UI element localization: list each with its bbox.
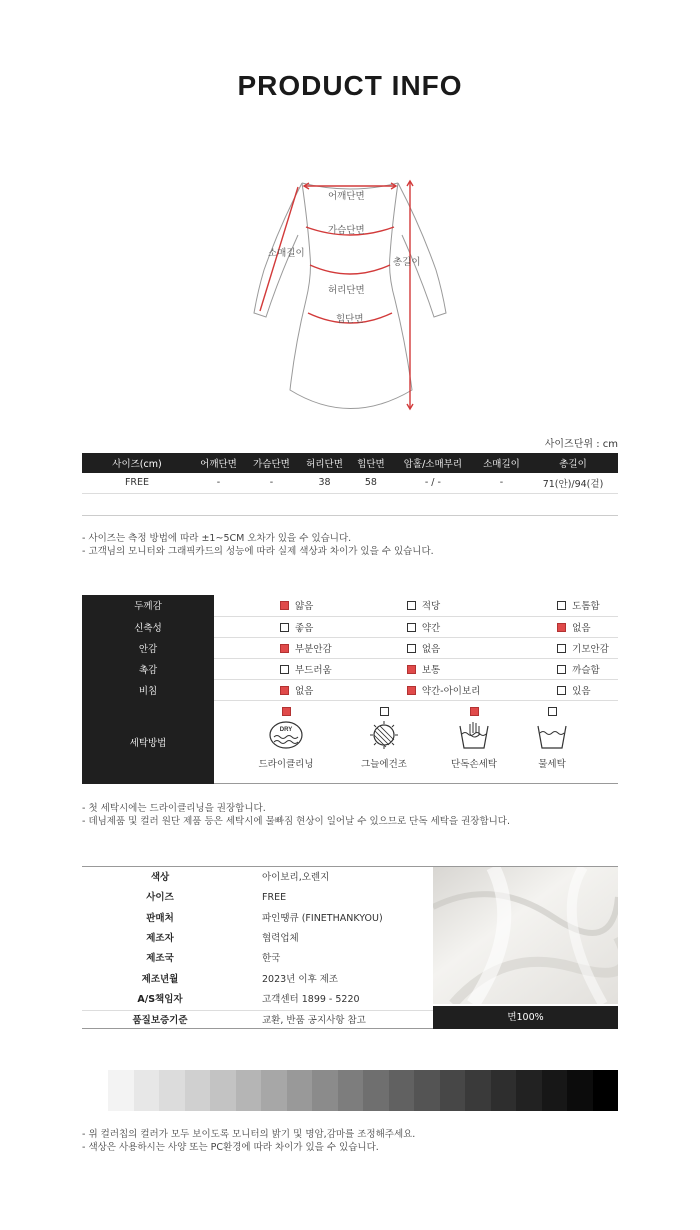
wash-label: 드라이클리닝 bbox=[258, 758, 314, 770]
characteristic-option bbox=[214, 616, 341, 637]
color-chip bbox=[516, 1070, 542, 1111]
note-line: - 위 컬러칩의 컬러가 모두 보이도록 모니터의 밝기 및 명암,감마를 조정해주세요. bbox=[82, 1129, 416, 1140]
wash-item-dry bbox=[246, 707, 326, 770]
option-label: 좋음 bbox=[295, 622, 314, 634]
info-row bbox=[82, 949, 433, 969]
fabric-composition: 면100% bbox=[433, 1006, 618, 1029]
color-chip bbox=[567, 1070, 593, 1111]
svg-text:DRY: DRY bbox=[279, 726, 293, 733]
color-chip bbox=[108, 1070, 134, 1111]
checkbox bbox=[470, 707, 479, 716]
header-armhole: 암홀/소매부리 bbox=[391, 453, 475, 473]
checkbox bbox=[407, 601, 416, 610]
characteristic-row bbox=[82, 595, 618, 616]
note-line: - 데님제품 및 컬러 원단 제품 등은 세탁시에 물빠짐 현상이 일어날 수 있으므로 단독 세탁을 권장합니다. bbox=[82, 816, 511, 827]
info-value: 아이보리,오렌지 bbox=[262, 872, 330, 883]
hand-wash-icon bbox=[456, 720, 492, 750]
water-wash-icon bbox=[534, 720, 570, 750]
info-row bbox=[82, 909, 433, 929]
option-label: 까슬함 bbox=[572, 664, 600, 676]
note-line: - 사이즈는 측정 방법에 따라 ±1~5CM 오차가 있을 수 있습니다. bbox=[82, 533, 352, 544]
header-total: 총길이 bbox=[528, 453, 618, 473]
characteristics-table bbox=[82, 595, 618, 784]
label-sleeve: 소매길이 bbox=[268, 248, 305, 259]
option-label: 있음 bbox=[572, 685, 591, 697]
info-row bbox=[82, 888, 433, 908]
color-chip bbox=[389, 1070, 415, 1111]
option-label: 기모안감 bbox=[572, 643, 609, 655]
color-chip bbox=[363, 1070, 389, 1111]
characteristic-option bbox=[214, 658, 341, 679]
option-label: 부분안감 bbox=[295, 643, 332, 655]
size-table bbox=[82, 453, 618, 516]
cell-total: 71(안)/94(겉) bbox=[528, 473, 618, 493]
table-row-empty bbox=[82, 493, 618, 515]
cell-hip: 58 bbox=[351, 473, 391, 493]
wash-item-hand bbox=[434, 707, 514, 770]
dress-diagram bbox=[240, 165, 460, 420]
characteristic-row bbox=[82, 637, 618, 658]
characteristic-option bbox=[491, 679, 618, 700]
characteristic-option bbox=[341, 658, 491, 679]
size-unit: 사이즈단위 : cm bbox=[544, 439, 618, 450]
header-shoulder: 어깨단면 bbox=[192, 453, 245, 473]
cell-waist: 38 bbox=[298, 473, 351, 493]
characteristic-option bbox=[214, 679, 341, 700]
characteristic-option bbox=[214, 637, 341, 658]
label-hip: 힙단면 bbox=[336, 314, 364, 325]
characteristic-option bbox=[341, 637, 491, 658]
color-chip bbox=[134, 1070, 160, 1111]
fabric-image bbox=[433, 867, 618, 1004]
info-row bbox=[82, 970, 433, 990]
cell-shoulder: - bbox=[192, 473, 245, 493]
info-value: 파인땡큐 (FINETHANKYOU) bbox=[262, 912, 383, 924]
characteristic-label: 비침 bbox=[82, 679, 214, 700]
label-waist: 허리단면 bbox=[328, 285, 365, 296]
characteristic-option bbox=[491, 616, 618, 637]
checkbox bbox=[557, 601, 566, 610]
header-sleeve: 소매길이 bbox=[475, 453, 528, 473]
checkbox bbox=[557, 665, 566, 674]
color-chip bbox=[491, 1070, 517, 1111]
checkbox bbox=[407, 665, 416, 674]
size-table-header bbox=[82, 453, 618, 473]
characteristic-label: 두께감 bbox=[82, 595, 214, 616]
info-value: 2023년 이후 제조 bbox=[262, 973, 339, 985]
checkbox bbox=[548, 707, 557, 716]
color-chip bbox=[287, 1070, 313, 1111]
dry-clean-icon bbox=[268, 720, 304, 750]
info-key: 제조국 bbox=[146, 953, 174, 965]
option-label: 얇음 bbox=[295, 601, 314, 613]
color-chip bbox=[593, 1070, 619, 1111]
checkbox bbox=[280, 686, 289, 695]
washing-row bbox=[82, 700, 618, 783]
info-row bbox=[82, 868, 433, 888]
fabric-photo bbox=[433, 867, 618, 1004]
option-label: 없음 bbox=[295, 685, 314, 697]
option-label: 부드러움 bbox=[295, 664, 332, 676]
characteristic-label: 신축성 bbox=[82, 616, 214, 637]
characteristic-row bbox=[82, 658, 618, 679]
washing-label: 세탁방법 bbox=[82, 700, 214, 783]
color-chip bbox=[159, 1070, 185, 1111]
checkbox bbox=[380, 707, 389, 716]
washing-options bbox=[214, 700, 618, 783]
info-value: FREE bbox=[262, 892, 287, 904]
color-chip bbox=[236, 1070, 262, 1111]
checkbox bbox=[407, 644, 416, 653]
option-label: 보통 bbox=[421, 664, 441, 676]
wash-label: 물세탁 bbox=[538, 758, 566, 770]
label-shoulder: 어깨단면 bbox=[328, 191, 365, 202]
header-size: 사이즈(cm) bbox=[82, 453, 192, 473]
checkbox bbox=[280, 601, 289, 610]
characteristic-option bbox=[341, 679, 491, 700]
grayscale-strip bbox=[108, 1070, 618, 1111]
note-line: - 색상은 사용하시는 사양 또는 PC환경에 따라 차이가 있을 수 있습니다. bbox=[82, 1142, 379, 1153]
wash-label: 그늘에건조 bbox=[361, 758, 407, 770]
info-key: 사이즈 bbox=[146, 892, 174, 904]
checkbox bbox=[557, 644, 566, 653]
cell-size: FREE bbox=[82, 473, 192, 493]
info-key: 품질보증기준 bbox=[132, 1015, 188, 1027]
characteristic-option bbox=[491, 595, 618, 616]
info-key: 판매처 bbox=[146, 912, 174, 924]
option-label: 약간 bbox=[421, 622, 441, 634]
header-hip: 힙단면 bbox=[351, 453, 391, 473]
info-key: A/S책임자 bbox=[137, 993, 183, 1005]
characteristic-option bbox=[214, 595, 341, 616]
checkbox bbox=[282, 707, 291, 716]
characteristic-label: 촉감 bbox=[82, 658, 214, 679]
characteristic-label: 안감 bbox=[82, 637, 214, 658]
info-value: 협력업체 bbox=[262, 932, 299, 944]
product-info-table bbox=[82, 866, 618, 1029]
characteristic-row bbox=[82, 616, 618, 637]
table-row bbox=[82, 473, 618, 493]
color-notes bbox=[82, 1128, 415, 1154]
info-row bbox=[82, 990, 433, 1010]
info-value: 한국 bbox=[262, 953, 281, 965]
checkbox bbox=[557, 686, 566, 695]
note-line: - 고객님의 모니터와 그래픽카드의 성능에 따라 실제 색상과 차이가 있을 수 있습니다. bbox=[82, 546, 434, 557]
note-line: - 첫 세탁시에는 드라이클리닝을 권장합니다. bbox=[82, 803, 266, 814]
characteristic-option bbox=[491, 658, 618, 679]
color-chip bbox=[185, 1070, 211, 1111]
shade-dry-icon bbox=[366, 720, 402, 750]
option-label: 적당 bbox=[421, 601, 441, 613]
info-key: 제조년월 bbox=[141, 973, 179, 985]
characteristic-row bbox=[82, 679, 618, 700]
color-chip bbox=[414, 1070, 440, 1111]
label-chest: 가슴단면 bbox=[328, 225, 365, 236]
cell-chest: - bbox=[245, 473, 298, 493]
checkbox bbox=[280, 665, 289, 674]
info-row bbox=[82, 1010, 433, 1030]
color-chip bbox=[440, 1070, 466, 1111]
checkbox bbox=[280, 644, 289, 653]
color-chip bbox=[465, 1070, 491, 1111]
option-label: 도톰함 bbox=[572, 601, 600, 613]
label-total: 총길이 bbox=[393, 257, 421, 268]
wash-label: 단독손세탁 bbox=[451, 758, 497, 770]
info-key: 색상 bbox=[150, 872, 170, 883]
checkbox bbox=[280, 623, 289, 632]
info-row bbox=[82, 929, 433, 949]
option-label: 없음 bbox=[572, 622, 591, 634]
color-chip bbox=[210, 1070, 236, 1111]
info-value: 고객센터 1899 - 5220 bbox=[262, 993, 360, 1005]
color-chip bbox=[312, 1070, 338, 1111]
color-chip bbox=[338, 1070, 364, 1111]
wash-item-water bbox=[512, 707, 592, 770]
wash-item-shade bbox=[344, 707, 424, 770]
checkbox bbox=[557, 623, 566, 632]
header-chest: 가슴단면 bbox=[245, 453, 298, 473]
color-chip bbox=[542, 1070, 568, 1111]
option-label: 약간-아이보리 bbox=[421, 685, 481, 697]
option-label: 없음 bbox=[421, 643, 441, 655]
washing-notes bbox=[82, 802, 510, 828]
header-waist: 허리단면 bbox=[298, 453, 351, 473]
page-title: PRODUCT INFO bbox=[237, 70, 463, 101]
size-notes bbox=[82, 532, 434, 558]
characteristic-option bbox=[341, 595, 491, 616]
color-chip bbox=[261, 1070, 287, 1111]
characteristic-option bbox=[341, 616, 491, 637]
characteristic-option bbox=[491, 637, 618, 658]
checkbox bbox=[407, 623, 416, 632]
info-value: 교환, 반품 공지사항 참고 bbox=[262, 1015, 366, 1027]
cell-armhole: - / - bbox=[391, 473, 475, 493]
checkbox bbox=[407, 686, 416, 695]
info-key: 제조자 bbox=[146, 932, 174, 944]
cell-sleeve: - bbox=[475, 473, 528, 493]
